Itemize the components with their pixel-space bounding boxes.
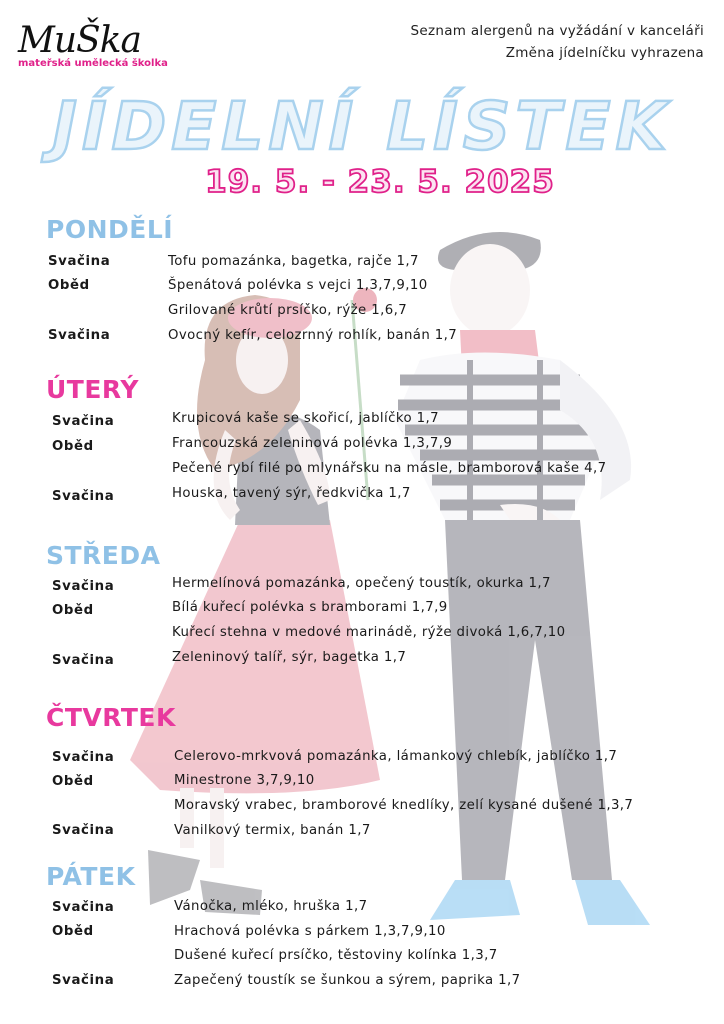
meal-label: Oběd: [52, 439, 94, 454]
man-shoe: [430, 880, 520, 920]
meal-dish: Tofu pomazánka, bagetka, rajče 1,7: [168, 254, 419, 269]
day-heading-tuesday: ÚTERÝ: [46, 375, 139, 404]
day-heading-friday: PÁTEK: [46, 862, 136, 891]
allergen-note: Seznam alergenů na vyžádání v kanceláři: [410, 23, 704, 39]
meal-dish: Dušené kuřecí prsíčko, těstoviny kolínka 1,3,7: [174, 948, 498, 963]
meal-dish: Moravský vrabec, bramborové knedlíky, zelí kysané dušené 1,3,7: [174, 798, 634, 813]
meal-dish: Špenátová polévka s vejci 1,3,7,9,10: [168, 278, 428, 293]
woman-shoe: [148, 850, 200, 905]
day-heading-thursday: ČTVRTEK: [46, 703, 176, 732]
meal-label: Svačina: [52, 489, 115, 504]
meal-dish: Krupicová kaše se skořicí, jablíčko 1,7: [172, 411, 439, 426]
meal-dish: Zeleninový talíř, sýr, bagetka 1,7: [172, 650, 407, 665]
change-note: Změna jídelníčku vyhrazena: [505, 45, 704, 61]
meal-label: Oběd: [52, 603, 94, 618]
meal-label: Svačina: [52, 823, 115, 838]
man-pants: [445, 520, 612, 880]
meal-dish: Hrachová polévka s párkem 1,3,7,9,10: [174, 924, 446, 939]
meal-label: Svačina: [52, 653, 115, 668]
meal-label: Svačina: [52, 973, 115, 988]
meal-dish: Zapečený toustík se šunkou a sýrem, paprika 1,7: [174, 973, 521, 988]
meal-dish: Ovocný kefír, celozrnný rohlík, banán 1,7: [168, 328, 458, 343]
meal-dish: Minestrone 3,7,9,10: [174, 773, 315, 788]
logo-wordmark: MuŠka: [18, 20, 141, 61]
meal-dish: Vanilkový termix, banán 1,7: [174, 823, 371, 838]
meal-label: Svačina: [52, 900, 115, 915]
meal-dish: Grilované krůtí prsíčko, rýže 1,6,7: [168, 303, 408, 318]
page-title: JÍDELNÍ LÍSTEK: [52, 88, 672, 165]
woman-leg: [180, 788, 194, 848]
meal-dish: Bílá kuřecí polévka s bramborami 1,7,9: [172, 600, 448, 615]
meal-label: Oběd: [48, 278, 90, 293]
logo-tagline: mateřská umělecká školka: [18, 58, 168, 69]
man-shoe-2: [575, 880, 650, 925]
meal-label: Svačina: [52, 414, 115, 429]
meal-dish: Houska, tavený sýr, ředkvička 1,7: [172, 486, 411, 501]
day-heading-monday: PONDĚLÍ: [46, 215, 174, 244]
meal-label: Svačina: [48, 328, 111, 343]
meal-label: Oběd: [52, 924, 94, 939]
date-range: 19. 5. - 23. 5. 2025: [205, 164, 555, 200]
man-face: [450, 244, 530, 336]
meal-dish: Kuřecí stehna v medové marinádě, rýže divoká 1,6,7,10: [172, 625, 566, 640]
day-heading-wednesday: STŘEDA: [46, 541, 161, 570]
notes: [411, 20, 705, 64]
meal-label: Oběd: [52, 774, 94, 789]
meal-dish: Vánočka, mléko, hruška 1,7: [174, 899, 368, 914]
meal-dish: Hermelínová pomazánka, opečený toustík, okurka 1,7: [172, 576, 551, 591]
meal-dish: Celerovo-mrkvová pomazánka, lámankový chlebík, jablíčko 1,7: [174, 749, 618, 764]
meal-label: Svačina: [52, 750, 115, 765]
meal-dish: Francouzská zeleninová polévka 1,3,7,9: [172, 436, 453, 451]
meal-label: Svačina: [52, 579, 115, 594]
logo: [18, 22, 168, 69]
meal-label: Svačina: [48, 254, 111, 269]
meal-dish: Pečené rybí filé po mlynářsku na másle, bramborová kaše 4,7: [172, 461, 607, 476]
